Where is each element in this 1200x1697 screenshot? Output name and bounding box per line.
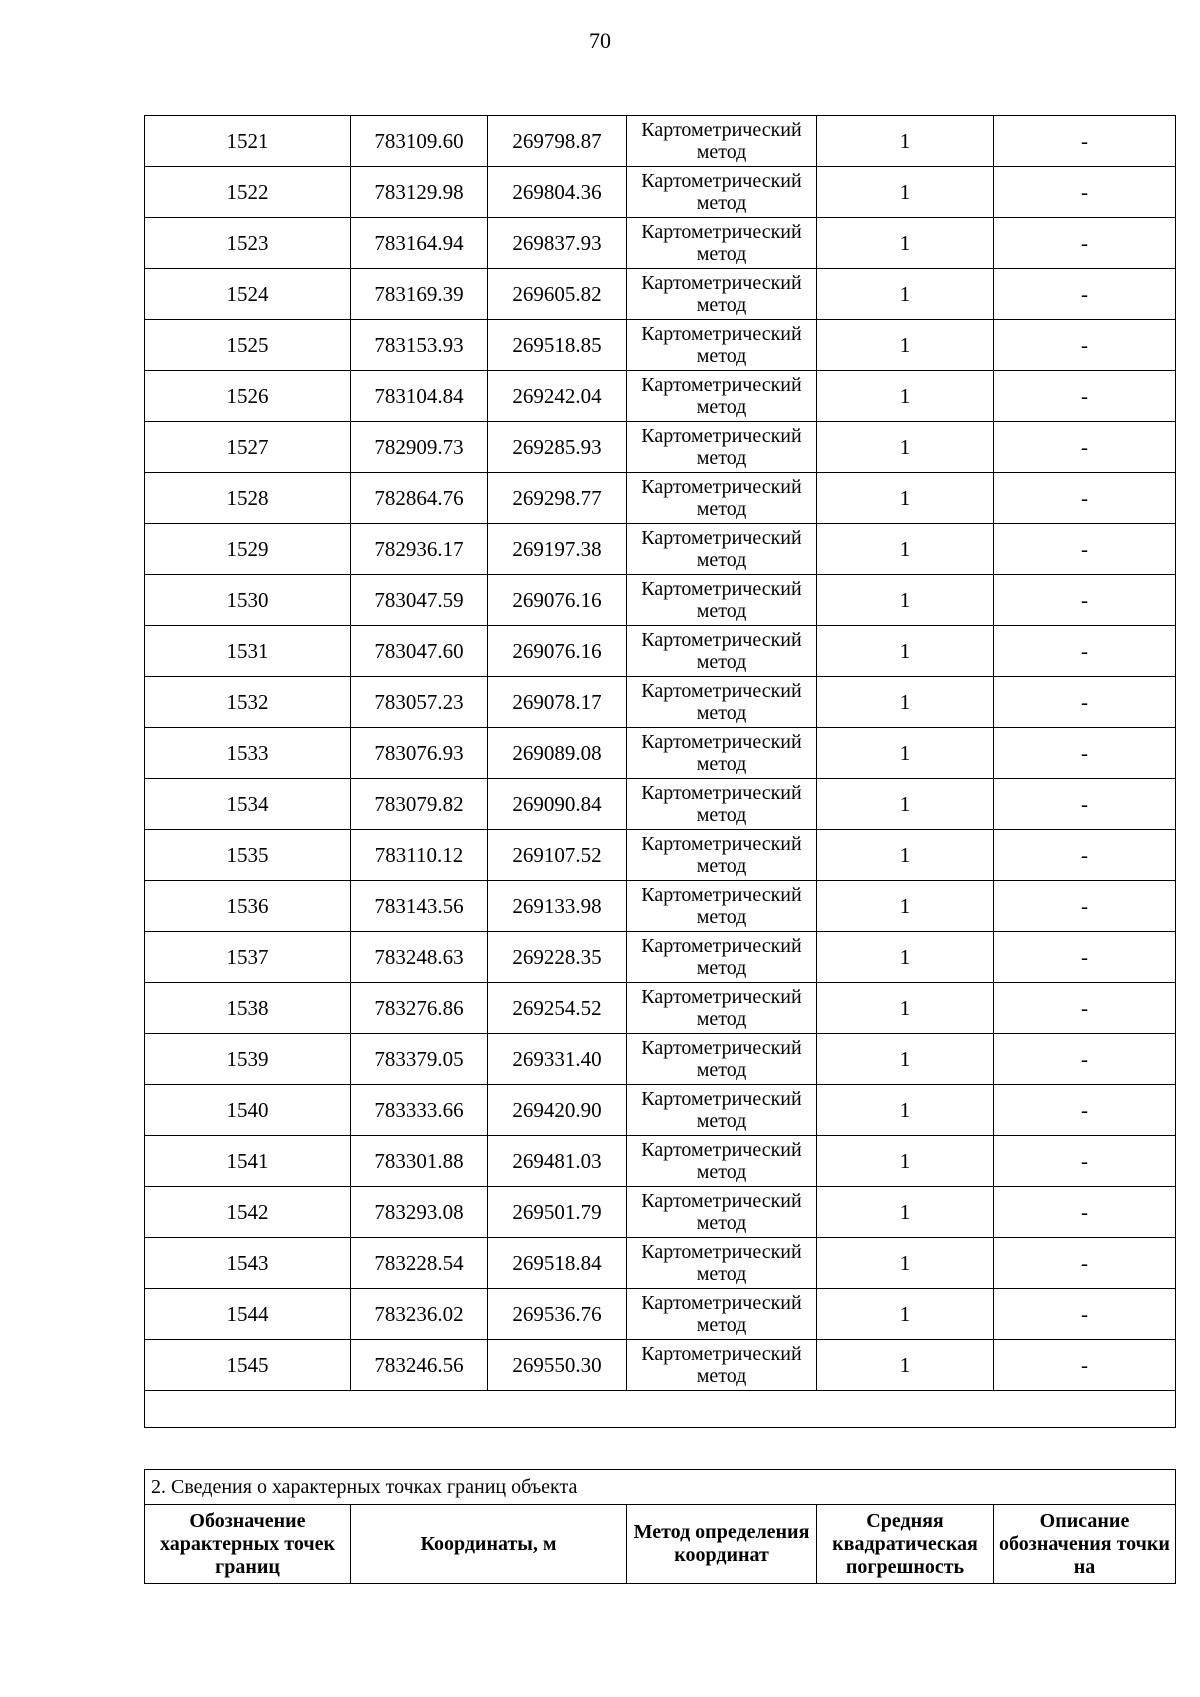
error-cell: 1 xyxy=(817,320,994,371)
point-id-cell: 1542 xyxy=(145,1187,351,1238)
coordinate-y-cell: 269089.08 xyxy=(488,728,627,779)
table-row xyxy=(145,269,1176,320)
description-cell: - xyxy=(994,473,1176,524)
table-row xyxy=(145,1340,1176,1391)
method-cell: Картометрический метод xyxy=(627,1187,817,1238)
coordinate-x-cell: 783236.02 xyxy=(351,1289,488,1340)
description-cell: - xyxy=(994,1187,1176,1238)
coordinate-x-cell: 783248.63 xyxy=(351,932,488,983)
error-cell: 1 xyxy=(817,677,994,728)
coordinate-y-cell: 269107.52 xyxy=(488,830,627,881)
point-id-cell: 1537 xyxy=(145,932,351,983)
description-cell: - xyxy=(994,320,1176,371)
error-cell: 1 xyxy=(817,932,994,983)
coordinate-x-cell: 783153.93 xyxy=(351,320,488,371)
coordinate-x-cell: 783104.84 xyxy=(351,371,488,422)
method-cell: Картометрический метод xyxy=(627,218,817,269)
page-number: 70 xyxy=(589,28,611,53)
point-id-cell: 1533 xyxy=(145,728,351,779)
header-coordinates: Координаты, м xyxy=(351,1505,627,1584)
table-row xyxy=(145,677,1176,728)
point-id-cell: 1538 xyxy=(145,983,351,1034)
point-id-cell: 1534 xyxy=(145,779,351,830)
coordinate-y-cell: 269550.30 xyxy=(488,1340,627,1391)
table-row xyxy=(145,116,1176,167)
table-row xyxy=(145,371,1176,422)
description-cell: - xyxy=(994,1034,1176,1085)
coordinate-y-cell: 269536.76 xyxy=(488,1289,627,1340)
point-id-cell: 1544 xyxy=(145,1289,351,1340)
coordinate-y-cell: 269078.17 xyxy=(488,677,627,728)
method-cell: Картометрический метод xyxy=(627,524,817,575)
method-cell: Картометрический метод xyxy=(627,1340,817,1391)
description-cell: - xyxy=(994,677,1176,728)
method-cell: Картометрический метод xyxy=(627,269,817,320)
method-cell: Картометрический метод xyxy=(627,830,817,881)
empty-cell xyxy=(145,1391,1176,1428)
table-row xyxy=(145,830,1176,881)
method-cell: Картометрический метод xyxy=(627,881,817,932)
coordinate-x-cell: 783293.08 xyxy=(351,1187,488,1238)
method-cell: Картометрический метод xyxy=(627,728,817,779)
coordinate-y-cell: 269197.38 xyxy=(488,524,627,575)
point-id-cell: 1536 xyxy=(145,881,351,932)
table-row xyxy=(145,1187,1176,1238)
point-id-cell: 1531 xyxy=(145,626,351,677)
coordinate-y-cell: 269228.35 xyxy=(488,932,627,983)
method-cell: Картометрический метод xyxy=(627,575,817,626)
description-cell: - xyxy=(994,932,1176,983)
coordinate-x-cell: 783333.66 xyxy=(351,1085,488,1136)
description-cell: - xyxy=(994,983,1176,1034)
method-cell: Картометрический метод xyxy=(627,626,817,677)
table-row xyxy=(145,473,1176,524)
error-cell: 1 xyxy=(817,1034,994,1085)
error-cell: 1 xyxy=(817,269,994,320)
error-cell: 1 xyxy=(817,1136,994,1187)
error-cell: 1 xyxy=(817,218,994,269)
table-row xyxy=(145,626,1176,677)
description-cell: - xyxy=(994,1136,1176,1187)
error-cell: 1 xyxy=(817,167,994,218)
description-cell: - xyxy=(994,779,1176,830)
table-row xyxy=(145,422,1176,473)
coordinate-x-cell: 783164.94 xyxy=(351,218,488,269)
description-cell: - xyxy=(994,1085,1176,1136)
point-id-cell: 1529 xyxy=(145,524,351,575)
coordinate-x-cell: 783076.93 xyxy=(351,728,488,779)
point-id-cell: 1543 xyxy=(145,1238,351,1289)
error-cell: 1 xyxy=(817,371,994,422)
coordinate-x-cell: 782936.17 xyxy=(351,524,488,575)
method-cell: Картометрический метод xyxy=(627,422,817,473)
table-row xyxy=(145,167,1176,218)
description-cell: - xyxy=(994,167,1176,218)
point-id-cell: 1523 xyxy=(145,218,351,269)
coordinate-y-cell: 269090.84 xyxy=(488,779,627,830)
coordinate-x-cell: 783276.86 xyxy=(351,983,488,1034)
point-id-cell: 1522 xyxy=(145,167,351,218)
table-row xyxy=(145,881,1176,932)
coordinate-y-cell: 269501.79 xyxy=(488,1187,627,1238)
table-row xyxy=(145,524,1176,575)
description-cell: - xyxy=(994,422,1176,473)
section2-title-row xyxy=(145,1470,1176,1505)
error-cell: 1 xyxy=(817,473,994,524)
description-cell: - xyxy=(994,1289,1176,1340)
error-cell: 1 xyxy=(817,1085,994,1136)
point-id-cell: 1532 xyxy=(145,677,351,728)
description-cell: - xyxy=(994,575,1176,626)
point-id-cell: 1541 xyxy=(145,1136,351,1187)
coordinate-x-cell: 782864.76 xyxy=(351,473,488,524)
point-id-cell: 1525 xyxy=(145,320,351,371)
header-error: Средняя квадратическая погрешность xyxy=(817,1505,994,1584)
coordinate-y-cell: 269605.82 xyxy=(488,269,627,320)
method-cell: Картометрический метод xyxy=(627,371,817,422)
method-cell: Картометрический метод xyxy=(627,1289,817,1340)
coordinate-y-cell: 269837.93 xyxy=(488,218,627,269)
coordinate-x-cell: 783379.05 xyxy=(351,1034,488,1085)
point-id-cell: 1528 xyxy=(145,473,351,524)
section2-title: 2. Сведения о характерных точках границ объекта xyxy=(145,1470,1176,1505)
table-row xyxy=(145,1136,1176,1187)
error-cell: 1 xyxy=(817,1187,994,1238)
coordinate-x-cell: 783109.60 xyxy=(351,116,488,167)
table-row xyxy=(145,1085,1176,1136)
method-cell: Картометрический метод xyxy=(627,1034,817,1085)
coordinate-y-cell: 269798.87 xyxy=(488,116,627,167)
point-id-cell: 1540 xyxy=(145,1085,351,1136)
coordinate-y-cell: 269242.04 xyxy=(488,371,627,422)
point-id-cell: 1535 xyxy=(145,830,351,881)
description-cell: - xyxy=(994,881,1176,932)
method-cell: Картометрический метод xyxy=(627,932,817,983)
error-cell: 1 xyxy=(817,575,994,626)
coordinate-x-cell: 783110.12 xyxy=(351,830,488,881)
description-cell: - xyxy=(994,1238,1176,1289)
header-method: Метод определения координат xyxy=(627,1505,817,1584)
coordinates-table-body xyxy=(145,116,1176,1428)
point-id-cell: 1530 xyxy=(145,575,351,626)
coordinate-x-cell: 783079.82 xyxy=(351,779,488,830)
coordinate-x-cell: 783169.39 xyxy=(351,269,488,320)
header-description: Описание обозначения точки на xyxy=(994,1505,1176,1584)
method-cell: Картометрический метод xyxy=(627,473,817,524)
coordinate-x-cell: 783047.60 xyxy=(351,626,488,677)
error-cell: 1 xyxy=(817,524,994,575)
method-cell: Картометрический метод xyxy=(627,1238,817,1289)
table-row xyxy=(145,728,1176,779)
error-cell: 1 xyxy=(817,830,994,881)
description-cell: - xyxy=(994,830,1176,881)
method-cell: Картометрический метод xyxy=(627,1085,817,1136)
table-row xyxy=(145,320,1176,371)
coordinate-y-cell: 269518.84 xyxy=(488,1238,627,1289)
description-cell: - xyxy=(994,218,1176,269)
table-row xyxy=(145,1289,1176,1340)
coordinate-x-cell: 783246.56 xyxy=(351,1340,488,1391)
coordinate-y-cell: 269076.16 xyxy=(488,626,627,677)
error-cell: 1 xyxy=(817,1289,994,1340)
coordinate-x-cell: 783047.59 xyxy=(351,575,488,626)
description-cell: - xyxy=(994,728,1176,779)
method-cell: Картометрический метод xyxy=(627,320,817,371)
coordinate-y-cell: 269481.03 xyxy=(488,1136,627,1187)
coordinates-table xyxy=(144,115,1176,1428)
error-cell: 1 xyxy=(817,881,994,932)
error-cell: 1 xyxy=(817,728,994,779)
coordinate-x-cell: 783129.98 xyxy=(351,167,488,218)
error-cell: 1 xyxy=(817,1238,994,1289)
description-cell: - xyxy=(994,626,1176,677)
table-row xyxy=(145,218,1176,269)
coordinate-y-cell: 269804.36 xyxy=(488,167,627,218)
table-row xyxy=(145,932,1176,983)
coordinate-y-cell: 269133.98 xyxy=(488,881,627,932)
coordinate-x-cell: 783228.54 xyxy=(351,1238,488,1289)
method-cell: Картометрический метод xyxy=(627,167,817,218)
method-cell: Картометрический метод xyxy=(627,983,817,1034)
point-id-cell: 1521 xyxy=(145,116,351,167)
error-cell: 1 xyxy=(817,116,994,167)
point-id-cell: 1527 xyxy=(145,422,351,473)
coordinate-y-cell: 269420.90 xyxy=(488,1085,627,1136)
description-cell: - xyxy=(994,269,1176,320)
error-cell: 1 xyxy=(817,983,994,1034)
section2-table xyxy=(144,1469,1176,1584)
coordinate-x-cell: 783057.23 xyxy=(351,677,488,728)
description-cell: - xyxy=(994,116,1176,167)
coordinate-y-cell: 269076.16 xyxy=(488,575,627,626)
description-cell: - xyxy=(994,371,1176,422)
method-cell: Картометрический метод xyxy=(627,116,817,167)
table-row xyxy=(145,575,1176,626)
coordinate-x-cell: 783143.56 xyxy=(351,881,488,932)
error-cell: 1 xyxy=(817,422,994,473)
header-designation: Обозначение характерных точек границ xyxy=(145,1505,351,1584)
coordinate-y-cell: 269518.85 xyxy=(488,320,627,371)
method-cell: Картометрический метод xyxy=(627,1136,817,1187)
coordinate-y-cell: 269254.52 xyxy=(488,983,627,1034)
method-cell: Картометрический метод xyxy=(627,677,817,728)
coordinate-x-cell: 782909.73 xyxy=(351,422,488,473)
coordinate-y-cell: 269285.93 xyxy=(488,422,627,473)
empty-row xyxy=(145,1391,1176,1428)
description-cell: - xyxy=(994,1340,1176,1391)
point-id-cell: 1524 xyxy=(145,269,351,320)
table-row xyxy=(145,1238,1176,1289)
coordinate-x-cell: 783301.88 xyxy=(351,1136,488,1187)
coordinate-y-cell: 269298.77 xyxy=(488,473,627,524)
table-row xyxy=(145,1034,1176,1085)
point-id-cell: 1526 xyxy=(145,371,351,422)
section2-header-row xyxy=(145,1505,1176,1584)
description-cell: - xyxy=(994,524,1176,575)
table-row xyxy=(145,779,1176,830)
point-id-cell: 1545 xyxy=(145,1340,351,1391)
point-id-cell: 1539 xyxy=(145,1034,351,1085)
error-cell: 1 xyxy=(817,626,994,677)
coordinate-y-cell: 269331.40 xyxy=(488,1034,627,1085)
table-row xyxy=(145,983,1176,1034)
error-cell: 1 xyxy=(817,779,994,830)
error-cell: 1 xyxy=(817,1340,994,1391)
method-cell: Картометрический метод xyxy=(627,779,817,830)
